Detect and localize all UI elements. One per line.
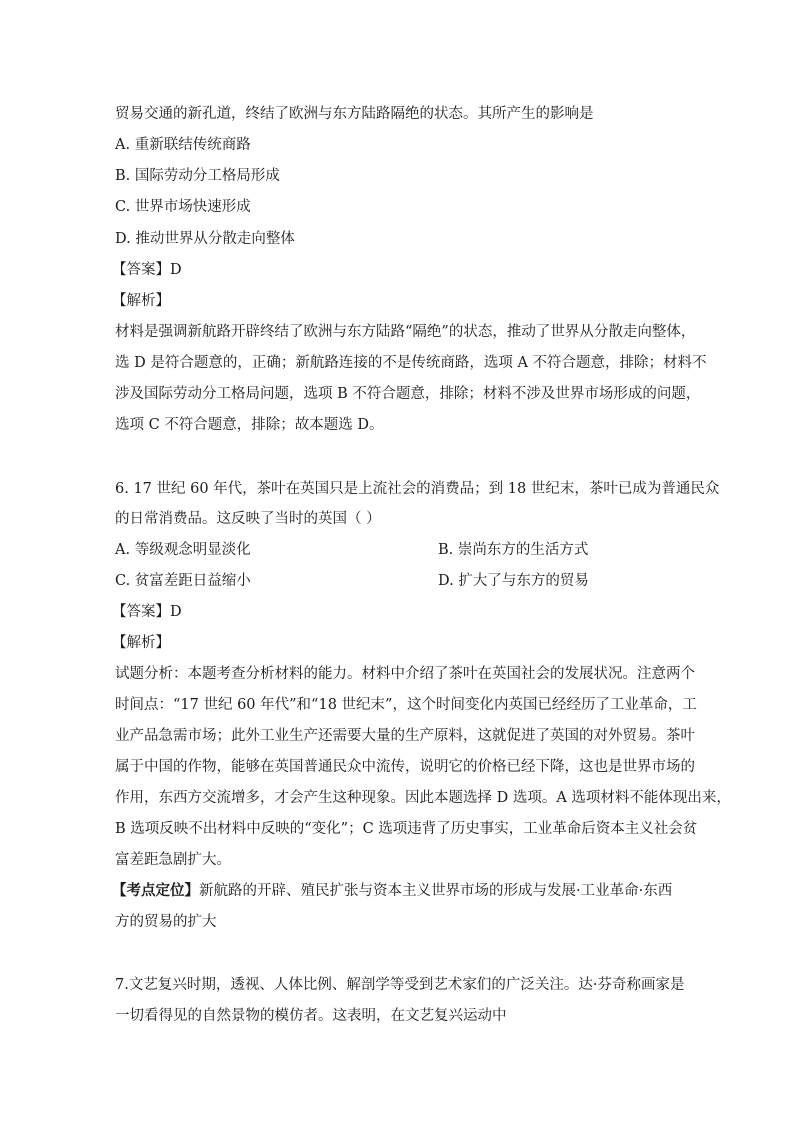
q5-analysis-line: 选项 C 不符合题意，排除；故本题选 D。 [115,417,384,433]
q5-stem-tail: 贸易交通的新孔道，终结了欧洲与东方陆路隔绝的状态。其所产生的影响是 [115,106,594,122]
q5-analysis-line: 选 D 是符合题意的，正确；新航路连接的不是传统商路，选项 A 不符合题意，排除；材料不 [115,355,707,371]
q6-analysis-line: 属于中国的作物，能够在英国普通民众中流传，说明它的价格已经下降，这也是世界市场的 [115,759,695,775]
q5-analysis-label: 【解析】 [112,293,170,309]
q6-analysis-line: 试题分析：本题考查分析材料的能力。材料中介绍了茶叶在英国社会的发展状况。注意两个 [115,666,695,682]
q6-analysis-line: 富差距急剧扩大。 [115,852,231,868]
q5-option-a: A. 重新联结传统商路 [115,137,251,153]
q6-kaodian [112,881,682,901]
q6-analysis-label: 【解析】 [112,635,170,651]
q6-analysis-line: 时间点：“17 世纪 60 年代”和“18 世纪末”，这个时间变化内英国已经经历了工业革命，工 [115,697,697,713]
q6-option-a: A. 等级观念明显淡化 [115,542,251,558]
q6-answer: 【答案】D [112,604,182,620]
q6-analysis-line: 作用，东西方交流增多，才会产生这种现象。因此本题选择 D 选项。A 选项材料不能体现出来， [115,790,731,806]
q6-option-d: D. 扩大了与东方的贸易 [438,573,589,589]
q5-option-c: C. 世界市场快速形成 [115,199,251,215]
q6-kaodian-line: 方的贸易的扩大 [115,914,217,930]
q5-option-d: D. 推动世界从分散走向整体 [115,231,295,247]
q5-analysis-line: 材料是强调新航路开辟终结了欧洲与东方陆路“隔绝”的状态，推动了世界从分散走向整体， [115,324,696,340]
q6-analysis-line: B 选项反映不出材料中反映的“变化”；C 选项违背了历史事实，工业革命后资本主义社会贫 [115,821,698,837]
q6-kaodian-text: 新航路的开辟、殖民扩张与资本主义世界市场的形成与发展·工业革命·东西 [199,883,673,899]
q5-option-b: B. 国际劳动分工格局形成 [115,168,280,184]
q6-kaodian-label: 【考点定位】 [112,882,199,899]
q6-analysis-line: 业产品急需市场；此外工业生产还需要大量的生产原料，这就促进了英国的对外贸易。茶叶 [115,728,695,744]
q5-answer: 【答案】D [112,262,182,278]
q6-stem-line: 的日常消费品。这反映了当时的英国（ ） [115,511,381,527]
q7-stem-line: 一切看得见的自然景物的模仿者。这表明，在文艺复兴运动中 [115,1008,507,1024]
q6-option-b: B. 崇尚东方的生活方式 [438,542,589,558]
q6-option-c: C. 贫富差距日益缩小 [115,573,251,589]
q5-analysis-line: 涉及国际劳动分工格局问题，选项 B 不符合题意，排除；材料不涉及世界市场形成的问题， [115,386,701,402]
q6-stem-line: 6. 17 世纪 60 年代，茶叶在英国只是上流社会的消费品；到 18 世纪末，茶叶已成为普通民众 [115,481,720,497]
q7-stem-line: 7.文艺复兴时期，透视、人体比例、解剖学等受到艺术家们的广泛关注。达·芬奇称画家是 [115,977,685,993]
